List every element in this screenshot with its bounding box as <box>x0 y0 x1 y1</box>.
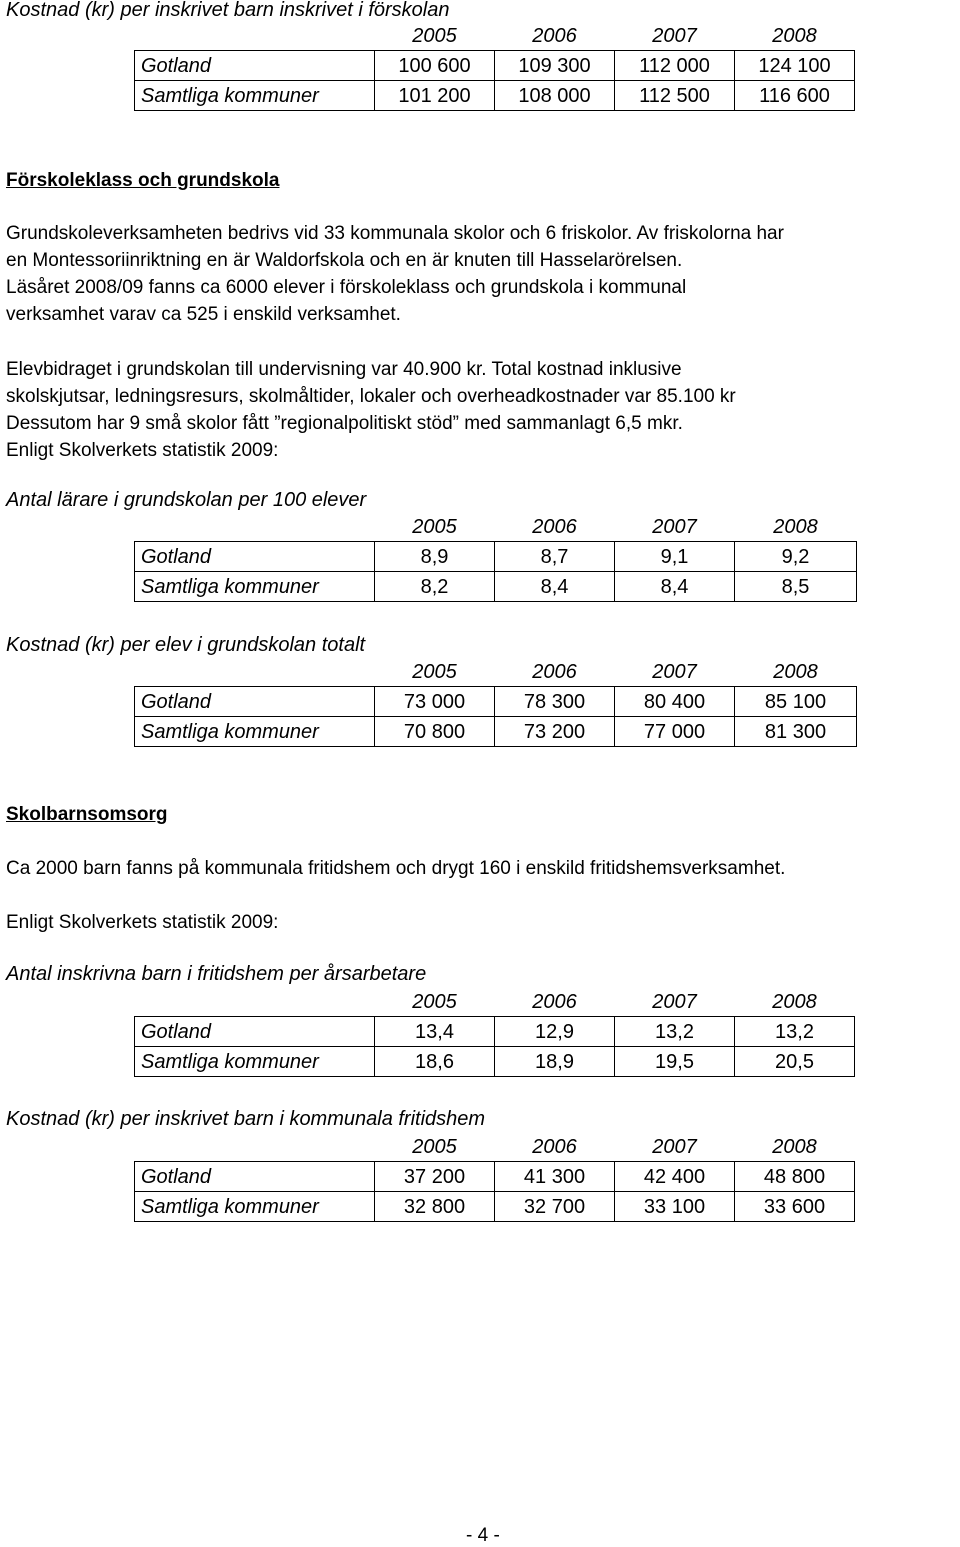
year-header: 2006 <box>532 516 577 538</box>
year-header: 2007 <box>652 991 697 1013</box>
table5 <box>134 1133 855 1222</box>
cell-value: 8,2 <box>375 572 495 602</box>
cell-value: 12,9 <box>495 1017 615 1047</box>
text-line: verksamhet varav ca 525 i enskild verksamhet. <box>6 304 401 325</box>
table4 <box>134 988 855 1077</box>
year-header: 2005 <box>412 991 457 1013</box>
cell-value: 48 800 <box>735 1162 855 1192</box>
cell-value: 13,4 <box>375 1017 495 1047</box>
year-header: 2008 <box>773 661 818 683</box>
table1 <box>134 22 855 111</box>
text-line: Dessutom har 9 små skolor fått ”regionalpolitiskt stöd” med sammanlagt 6,5 mkr. <box>6 413 683 434</box>
cell-value: 8,4 <box>495 572 615 602</box>
year-header: 2005 <box>412 1136 457 1158</box>
cell-value: 20,5 <box>735 1047 855 1077</box>
table-row <box>135 51 855 81</box>
table1-header-row <box>135 22 855 51</box>
cell-value: 100 600 <box>375 51 495 81</box>
table1-caption: Kostnad (kr) per inskrivet barn inskrivet i förskolan <box>6 0 450 21</box>
table3-caption: Kostnad (kr) per elev i grundskolan totalt <box>6 634 366 656</box>
row-label: Samtliga kommuner <box>135 81 375 111</box>
cell-value: 70 800 <box>375 717 495 747</box>
table2-caption: Antal lärare i grundskolan per 100 elever <box>6 489 367 511</box>
section1-paragraph2 <box>6 356 736 464</box>
text-line: en Montessoriinriktning en är Waldorfskola och en är knuten till Hasselarörelsen. <box>6 250 683 271</box>
cell-value: 81 300 <box>735 717 857 747</box>
year-header: 2006 <box>532 1136 577 1158</box>
table-row <box>135 542 857 572</box>
cell-value: 112 000 <box>615 51 735 81</box>
cell-value: 33 100 <box>615 1192 735 1222</box>
year-header: 2008 <box>773 516 818 538</box>
cell-value: 8,9 <box>375 542 495 572</box>
row-label: Samtliga kommuner <box>135 572 375 602</box>
table2 <box>134 513 857 602</box>
year-header: 2006 <box>532 991 577 1013</box>
page-number: - 4 - <box>466 1525 500 1546</box>
year-header: 2007 <box>652 661 697 683</box>
row-label: Samtliga kommuner <box>135 1192 375 1222</box>
section2-paragraph: Ca 2000 barn fanns på kommunala fritidshem och drygt 160 i enskild fritidshemsverksamhet. <box>6 858 786 879</box>
cell-value: 9,2 <box>735 542 857 572</box>
section-heading-forskoleklass: Förskoleklass och grundskola <box>6 170 280 191</box>
text-line: Enligt Skolverkets statistik 2009: <box>6 440 279 461</box>
table-row <box>135 1192 855 1222</box>
year-header: 2006 <box>532 25 577 47</box>
table-row <box>135 1017 855 1047</box>
year-header: 2007 <box>652 516 697 538</box>
table-row <box>135 687 857 717</box>
row-label: Gotland <box>135 1017 375 1047</box>
year-header: 2005 <box>412 25 457 47</box>
section1-paragraph <box>6 220 784 328</box>
year-header: 2008 <box>772 1136 817 1158</box>
cell-value: 116 600 <box>735 81 855 111</box>
cell-value: 13,2 <box>735 1017 855 1047</box>
cell-value: 42 400 <box>615 1162 735 1192</box>
year-header: 2008 <box>772 991 817 1013</box>
year-header: 2007 <box>652 25 697 47</box>
cell-value: 9,1 <box>615 542 735 572</box>
cell-value: 112 500 <box>615 81 735 111</box>
table-row <box>135 1162 855 1192</box>
row-label: Gotland <box>135 1162 375 1192</box>
row-label: Samtliga kommuner <box>135 717 375 747</box>
row-label: Gotland <box>135 687 375 717</box>
text-line: Grundskoleverksamheten bedrivs vid 33 kommunala skolor och 6 friskolor. Av friskolorna har <box>6 223 784 244</box>
year-header: 2006 <box>532 661 577 683</box>
cell-value: 124 100 <box>735 51 855 81</box>
row-label: Samtliga kommuner <box>135 1047 375 1077</box>
cell-value: 109 300 <box>495 51 615 81</box>
cell-value: 8,7 <box>495 542 615 572</box>
cell-value: 32 700 <box>495 1192 615 1222</box>
table-row <box>135 717 857 747</box>
text-line: Läsåret 2008/09 fanns ca 6000 elever i förskoleklass och grundskola i kommunal <box>6 277 687 298</box>
cell-value: 32 800 <box>375 1192 495 1222</box>
year-header: 2008 <box>772 25 817 47</box>
cell-value: 80 400 <box>615 687 735 717</box>
table5-caption: Kostnad (kr) per inskrivet barn i kommunala fritidshem <box>6 1108 486 1130</box>
cell-value: 8,5 <box>735 572 857 602</box>
table4-caption: Antal inskrivna barn i fritidshem per årsarbetare <box>6 963 427 985</box>
section-heading-skolbarnsomsorg: Skolbarnsomsorg <box>6 804 168 825</box>
cell-value: 78 300 <box>495 687 615 717</box>
cell-value: 41 300 <box>495 1162 615 1192</box>
cell-value: 108 000 <box>495 81 615 111</box>
section2-paragraph2: Enligt Skolverkets statistik 2009: <box>6 912 279 933</box>
table-row <box>135 81 855 111</box>
cell-value: 73 000 <box>375 687 495 717</box>
text-line: skolskjutsar, ledningsresurs, skolmåltider, lokaler och overheadkostnader var 85.100 kr <box>6 386 736 407</box>
cell-value: 85 100 <box>735 687 857 717</box>
text-line: Elevbidraget i grundskolan till undervisning var 40.900 kr. Total kostnad inklusive <box>6 359 682 380</box>
row-label: Gotland <box>135 51 375 81</box>
row-label: Gotland <box>135 542 375 572</box>
cell-value: 19,5 <box>615 1047 735 1077</box>
cell-value: 73 200 <box>495 717 615 747</box>
cell-value: 8,4 <box>615 572 735 602</box>
year-header: 2005 <box>412 516 457 538</box>
table-row <box>135 572 857 602</box>
table3 <box>134 658 857 747</box>
cell-value: 18,9 <box>495 1047 615 1077</box>
cell-value: 18,6 <box>375 1047 495 1077</box>
cell-value: 33 600 <box>735 1192 855 1222</box>
cell-value: 13,2 <box>615 1017 735 1047</box>
cell-value: 101 200 <box>375 81 495 111</box>
year-header: 2007 <box>652 1136 697 1158</box>
cell-value: 37 200 <box>375 1162 495 1192</box>
table-row <box>135 1047 855 1077</box>
year-header: 2005 <box>412 661 457 683</box>
cell-value: 77 000 <box>615 717 735 747</box>
